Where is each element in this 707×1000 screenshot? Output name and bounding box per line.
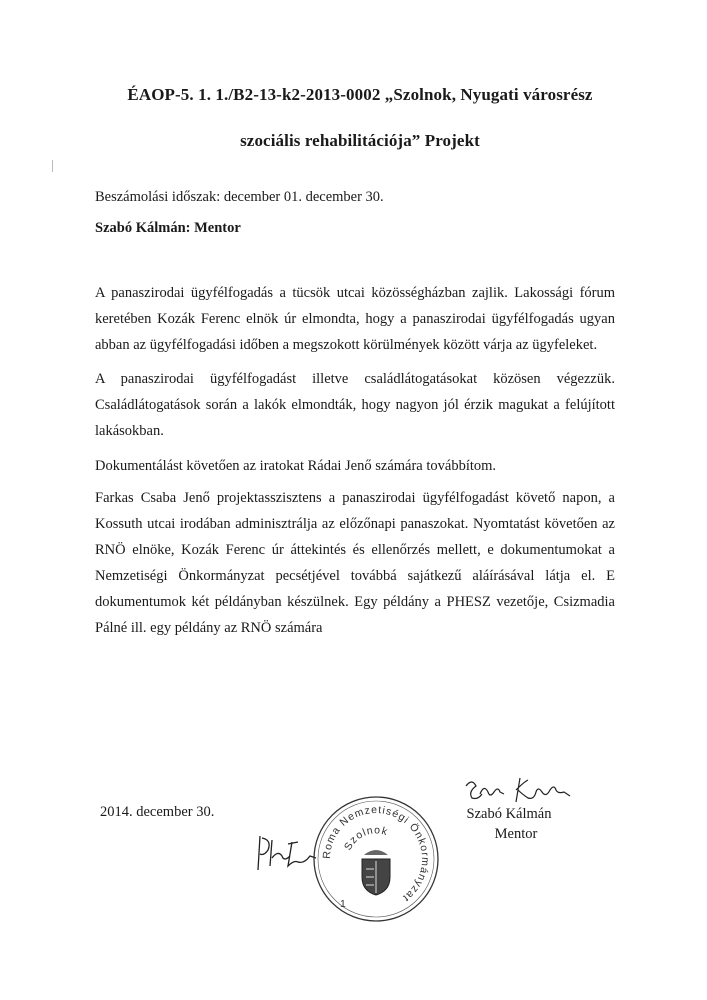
signer-block	[464, 804, 554, 844]
paragraph-4: Farkas Csaba Jenő projektasszisztens a panaszirodai ügyfélfogadást követő napon, a Kossuth utcai irodában adminisztrálja az előzőnapi panaszokat. Nyomtatást követően az RNÖ elnöke, Kozák Ferenc úr áttekintés és ellenőrzés mellett, e dokumentumokat a Nemzetiségi Önkormányzat pecsétjével továbbá sajátkezű aláírásával látja el. E dokumentumok két példányban készülnek. Egy példány a PHESZ vezetője, Csizmadia Pálné ill. egy példány az RNÖ számára	[95, 490, 615, 636]
signature-date: 2014. december 30.	[100, 804, 215, 820]
margin-mark	[52, 160, 53, 172]
coat-of-arms-icon	[362, 850, 390, 895]
stamp-outer-text: Roma Nemzetiségi Önkormányzat	[320, 803, 432, 905]
stamp-number: 1	[340, 898, 347, 910]
official-stamp	[310, 793, 442, 925]
signer-name: Szabó Kálmán	[466, 806, 552, 822]
document-title-line-2: szociális rehabilitációja” Projekt	[240, 131, 480, 150]
signer-role: Mentor	[494, 826, 538, 842]
paragraph-1: A panaszirodai ügyfélfogadás a tücsök utcai közösségházban zajlik. Lakossági fórum keretében Kozák Ferenc elnök úr elmondta, hogy a panaszirodai ügyfélfogadás ugyan abban az ügyfélfogadási időben a megszokott körülmények között várja az ügyfeleket.	[95, 285, 615, 353]
reporting-period: Beszámolási időszak: december 01. december 30.	[95, 189, 384, 205]
paragraph-2: A panaszirodai ügyfélfogadást illetve családlátogatásokat közösen végezzük. Családlátogatások során a lakók elmondták, hogy nagyon jól érzik magukat a felújított lakásokban.	[95, 371, 615, 439]
paragraph-3: Dokumentálást követően az iratokat Rádai Jenő számára továbbítom.	[95, 458, 497, 474]
mentor-heading: Szabó Kálmán: Mentor	[95, 220, 241, 236]
stamp-city-text: Szolnok	[341, 824, 390, 853]
document-title-line-1: ÉAOP-5. 1. 1./B2-13-k2-2013-0002 „Szolnok, Nyugati városrész	[127, 85, 593, 104]
